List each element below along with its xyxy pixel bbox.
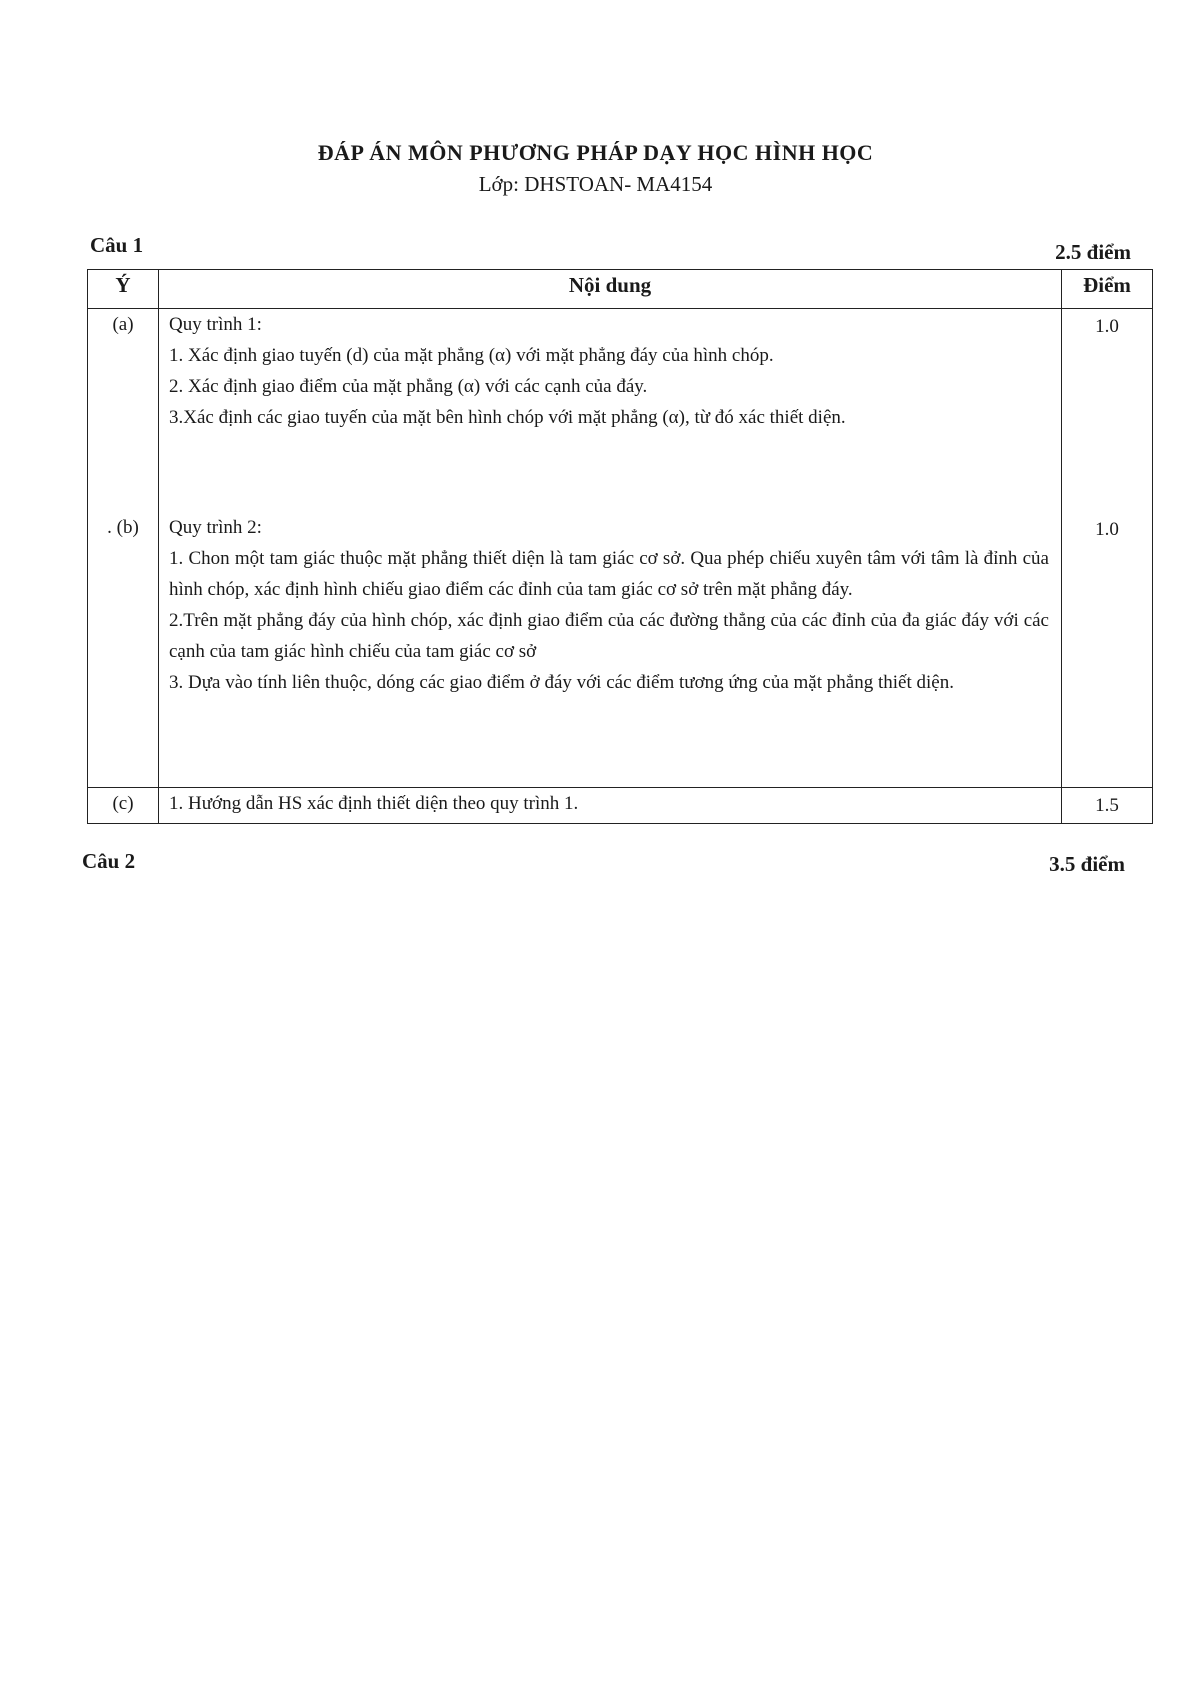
document-title: ĐÁP ÁN MÔN PHƯƠNG PHÁP DẠY HỌC HÌNH HỌC	[317, 140, 874, 165]
table-row	[88, 512, 1153, 788]
header-score: Điểm	[1062, 270, 1153, 309]
table-header-row	[88, 270, 1153, 309]
content-line: 2. Xác định giao điểm của mặt phẳng (α) với các cạnh của đáy.	[169, 376, 648, 397]
question-1-label: Câu 1	[90, 233, 144, 257]
document-subtitle: Lớp: DHSTOAN- MA4154	[478, 172, 713, 196]
row-content	[159, 512, 1062, 788]
content-line: 1. Hướng dẫn HS xác định thiết diện theo quy trình 1.	[169, 793, 579, 814]
table-row	[88, 309, 1153, 513]
content-line: 1. Chon một tam giác thuộc mặt phẳng thiết diện là tam giác cơ sở. Qua phép chiếu xuyên tâm với tâm là đỉnh của hình chóp, xác định hình chiếu giao điểm các đỉnh của tam giác cơ sở trên mặt phẳng đáy.	[169, 548, 1049, 600]
header-content: Nội dung	[159, 270, 1062, 309]
row-y-label: (a)	[88, 309, 159, 513]
row-score: 1.0	[1062, 512, 1153, 788]
row-content	[159, 309, 1062, 513]
question-1-score: 2.5 điểm	[1055, 240, 1131, 264]
table-row	[88, 788, 1153, 824]
content-line: 3.Xác định các giao tuyến của mặt bên hình chóp với mặt phẳng (α), từ đó xác thiết diện.	[169, 407, 846, 428]
content-line: Quy trình 1:	[169, 314, 262, 335]
content-line: 1. Xác định giao tuyến (d) của mặt phẳng (α) với mặt phẳng đáy của hình chóp.	[169, 345, 774, 366]
content-line: Quy trình 2:	[169, 517, 262, 538]
question-2-score: 3.5 điểm	[1049, 852, 1125, 876]
answer-table	[87, 269, 1153, 824]
row-y-label: . (b)	[88, 512, 159, 788]
row-score: 1.5	[1062, 788, 1153, 824]
content-line: 3. Dựa vào tính liên thuộc, dóng các giao điểm ở đáy với các điểm tương ứng của mặt phẳng thiết diện.	[169, 672, 954, 693]
content-line: 2.Trên mặt phẳng đáy của hình chóp, xác định giao điểm của các đường thẳng của các đỉnh của đa giác đáy với các cạnh của tam giác hình chiếu của tam giác cơ sở	[169, 610, 1049, 662]
header-y: Ý	[88, 270, 159, 309]
row-content	[159, 788, 1062, 824]
row-y-label: (c)	[88, 788, 159, 824]
row-score: 1.0	[1062, 309, 1153, 513]
question-2-label: Câu 2	[82, 849, 136, 873]
